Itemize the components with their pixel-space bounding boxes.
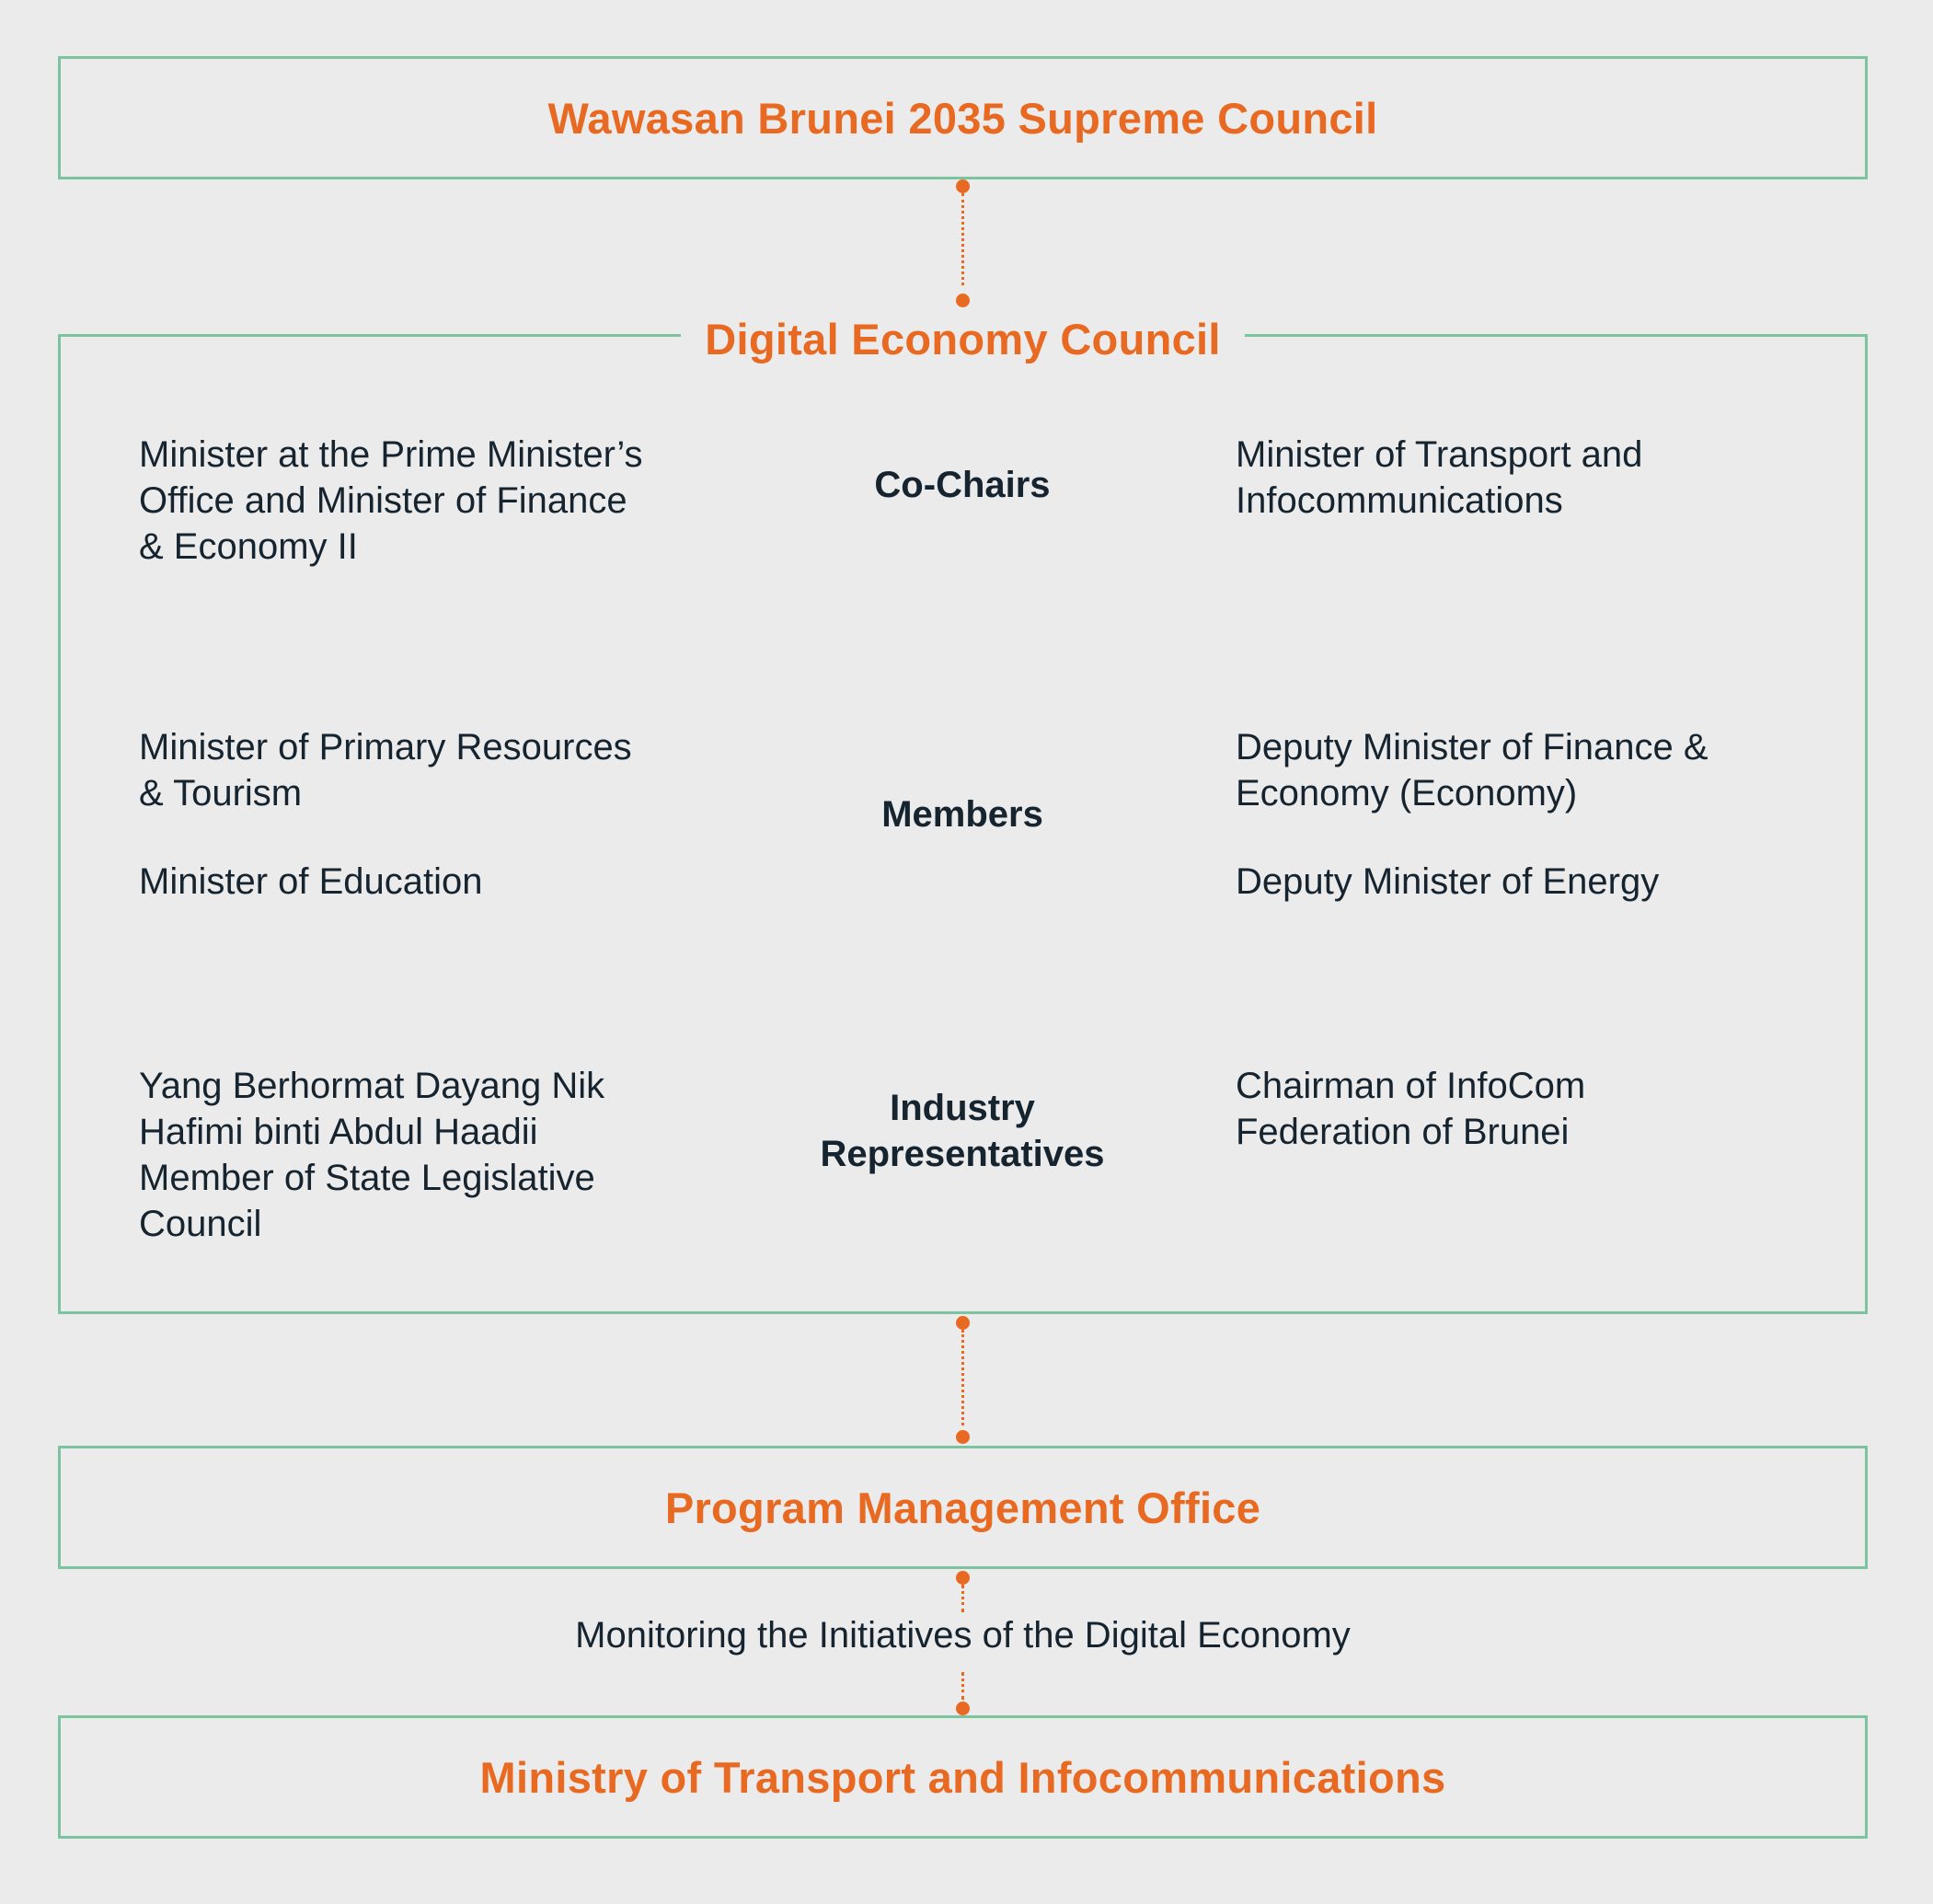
members-label-wrap <box>778 791 1146 837</box>
members-label: Members <box>881 794 1043 835</box>
digital-economy-council-title: Digital Economy Council <box>681 308 1245 371</box>
co-chairs-label: Co-Chairs <box>874 465 1051 505</box>
program-management-office-title: Program Management Office <box>664 1483 1261 1532</box>
co-chair-right <box>1236 432 1843 524</box>
member-right-1: Deputy Minister of Finance & Economy (Economy) <box>1236 727 1709 814</box>
member-left-2: Minister of Education <box>139 861 483 902</box>
industry-left-text: Yang Berhormat Dayang Nik Hafimi binti Abdul Haadii Member of State Legislative Council <box>139 1066 605 1244</box>
co-chair-right-text: Minister of Transport and Infocommunications <box>1236 434 1643 521</box>
members-left <box>139 724 728 905</box>
connector-dec-pmo <box>958 1316 967 1445</box>
supreme-council-title: Wawasan Brunei 2035 Supreme Council <box>547 93 1378 143</box>
connector-dotted-line <box>961 193 964 285</box>
connector-dot <box>956 1316 970 1330</box>
connector-dot <box>956 1702 970 1715</box>
member-left-1: Minister of Primary Resources & Tourism <box>139 727 632 814</box>
connector-dotted-line <box>961 1585 964 1612</box>
connector-dot <box>956 1571 970 1585</box>
supreme-council-box <box>58 56 1868 179</box>
connector-dot <box>956 179 970 193</box>
industry-left <box>139 1063 728 1247</box>
monitoring-label: Monitoring the Initiatives of the Digital Economy <box>575 1615 1351 1656</box>
industry-right-text: Chairman of InfoCom Federation of Brunei <box>1236 1066 1586 1152</box>
connector-supreme-dec <box>958 179 967 308</box>
connector-dotted-line <box>961 1330 964 1425</box>
member-right-2: Deputy Minister of Energy <box>1236 861 1660 902</box>
industry-right <box>1236 1063 1843 1155</box>
connector-dot <box>956 1430 970 1444</box>
members-right <box>1236 724 1843 905</box>
ministry-title: Ministry of Transport and Infocommunications <box>479 1752 1446 1802</box>
program-management-office-box <box>58 1446 1868 1569</box>
connector-dotted-line <box>961 1672 964 1700</box>
co-chair-left-text: Minister at the Prime Minister’s Office and Minister of Finance & Economy II <box>139 434 643 567</box>
industry-label-wrap <box>778 1085 1146 1177</box>
connector-dot <box>956 294 970 307</box>
industry-representatives-label: Industry Representatives <box>820 1088 1105 1174</box>
co-chairs-label-wrap <box>778 462 1146 508</box>
ministry-box <box>58 1715 1868 1839</box>
co-chair-left <box>139 432 728 570</box>
